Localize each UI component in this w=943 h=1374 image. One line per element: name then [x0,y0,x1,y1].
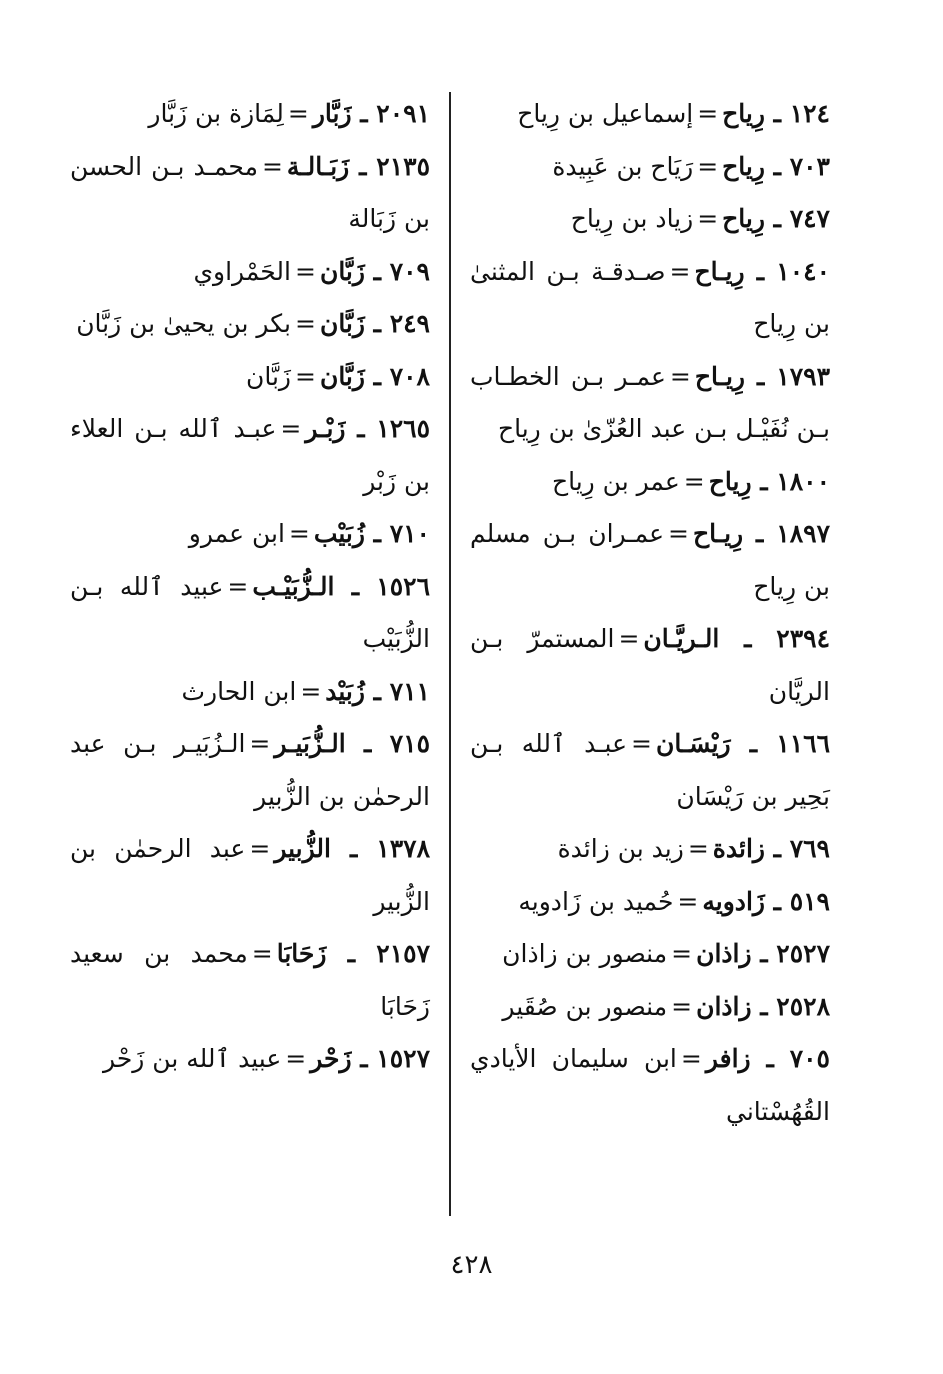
entry-value: زيد بن زائدة [557,834,684,863]
entry-separator: ـ [364,519,390,548]
entry-value: لِمَازة بن زَبَّار [148,99,284,128]
entry-equals: = [697,204,719,233]
entry-name: رِياح [708,466,752,496]
entry-separator: ـ [326,939,377,968]
entry-number: ١٧٩٣ [776,361,830,391]
entry-equals: = [251,939,273,968]
entry-number: ١٥٢٦ [376,571,430,601]
entry-separator: ـ [744,256,777,286]
entry-number: ١٥٢٧ [376,1044,430,1073]
entry-separator: ـ [764,99,790,128]
entry-number: ٥١٩ [789,886,830,916]
entry-separator: ـ [330,834,377,863]
entry-name: رَيْسَـان [655,729,731,758]
entry-equals: = [631,729,652,758]
entry-equals: = [669,256,691,286]
entry-separator: ـ [719,624,777,653]
index-entry [70,246,430,299]
entry-number: ١٣٧٨ [376,834,431,863]
entry-equals: = [295,256,316,286]
entry-equals: = [680,1044,702,1073]
index-entry [70,928,430,1033]
entry-value: عبـد ٱلله بـن العلاء بن زَبْر [70,414,430,496]
entry-name: رِياح [722,99,765,128]
entry-name: زَبَّان [319,361,365,391]
entry-number: ٧١٠ [389,519,430,548]
entry-name: زَبْـر [305,414,346,443]
entry-separator: ـ [730,729,777,758]
entry-name: زُبَيْب [313,519,365,548]
entry-number: ٢٠٩١ [376,99,430,128]
index-entry [470,981,830,1034]
index-entry [70,718,430,823]
index-entry [470,88,830,141]
entry-name: زاذان [696,939,752,968]
index-entry [470,193,830,246]
entry-separator: ـ [345,729,390,758]
index-entry [70,823,430,928]
entry-name: زَبَّار [312,99,352,128]
entry-number: ١٠٤٠ [776,256,830,286]
entry-number: ٧٠٨ [389,361,430,391]
entry-value: محمـد بـن الحسن بن زَبَالة [70,151,430,233]
entry-value: عبيد ٱلله بـن الزُّبَيْب [70,571,430,653]
index-entry [470,876,830,929]
entry-name: زَادويه [702,886,765,916]
index-entry [70,666,430,719]
entry-separator: ـ [364,676,390,706]
entry-number: ١٢٤ [789,99,830,128]
entry-equals: = [227,571,249,601]
index-entry [470,718,830,823]
entry-number: ٧١١ [389,676,430,706]
entry-name: الـريَّـان [643,624,720,653]
index-entry [70,298,430,351]
index-entry [470,928,830,981]
index-entry [470,351,830,456]
index-entry [70,561,430,666]
index-entry [470,613,830,718]
entry-name: زَحَابَا [276,939,327,968]
index-entry [70,88,430,141]
entry-name: رِياح [722,151,765,181]
entry-equals: = [261,151,283,181]
entry-name: رِيـاح [693,519,744,548]
entry-value: ابن سليمان الأيادي القُهُسْتاني [470,1044,830,1126]
entry-equals: = [677,886,699,916]
entry-separator: ـ [743,519,777,548]
entry-separator: ـ [351,1044,377,1073]
entry-separator: ـ [764,886,790,916]
entry-separator: ـ [751,991,777,1021]
entry-value: عمـر بـن الخطـاب بـن نُفَيْـل بـن عبد العُزّىٰ بن رِياح [470,361,830,443]
entry-equals: = [618,624,640,653]
entry-equals: = [683,466,705,496]
entry-number: ٢١٥٧ [376,939,430,968]
index-entry [470,456,830,509]
index-entry [70,403,430,508]
entry-value: عبد الرحمٰن بن الزُّبير [70,834,430,916]
entry-equals: = [697,151,719,181]
entry-name: الـزُّبَيْـب [252,571,335,601]
entry-name: زُبَيْد [325,676,365,706]
entry-equals: = [288,519,310,548]
entry-name: زائدة [712,834,765,863]
entry-equals: = [280,414,302,443]
entry-name: رِيـاح [694,256,745,286]
entry-value: عبـد ٱلله بـن بَحِير بن رَيْسَان [470,729,830,811]
entry-equals: = [249,834,271,863]
entry-value: المستمرّ بـن الريَّان [470,624,830,706]
entry-value: منصور بن صُقَير [502,991,668,1021]
entry-value: محمد بن سعيد زَحَابَا [70,939,430,1021]
entry-number: ١١٦٦ [776,729,831,758]
entry-name: زافر [705,1044,751,1073]
entry-value: إسماعيل بن رِياح [517,99,694,128]
entry-equals: = [295,361,316,391]
index-entry [470,823,830,876]
entry-value: زياد بن رِياح [570,204,694,233]
entry-separator: ـ [345,414,377,443]
entry-value: عمر بن رِياح [551,466,680,496]
entry-value: زَبَّان [245,361,291,391]
entry-separator: ـ [764,204,790,233]
entry-value: ابن الحارث [181,676,297,706]
page-number: ٤٢٨ [450,1250,493,1280]
index-entry [70,351,430,404]
entry-equals: = [285,1044,307,1073]
entry-equals: = [300,676,322,706]
entry-equals: = [671,939,693,968]
entry-number: ٢٤٩ [389,309,430,338]
entry-separator: ـ [750,1044,790,1073]
entry-separator: ـ [349,151,377,181]
entry-name: زَبَّان [319,256,365,286]
entry-equals: = [687,834,709,863]
entry-equals: = [249,729,271,758]
entry-value: الـزُبَيـر بـن عبد الرحمٰن بن الزُّبير [70,729,430,811]
entry-number: ٧١٥ [389,729,431,758]
entry-equals: = [669,361,691,391]
entry-number: ٧٦٩ [789,834,830,863]
entry-separator: ـ [751,466,777,496]
index-entry [70,1033,430,1086]
entry-name: رِيـاح [694,361,745,391]
entry-equals: = [697,99,719,128]
entry-equals: = [668,519,689,548]
entry-value: صـدقـة بـن المثنىٰ بن رِياح [470,256,830,338]
entry-name: زاذان [696,991,752,1021]
right-column [470,88,830,1138]
entry-number: ١٢٦٥ [376,414,431,443]
index-entry [470,246,830,351]
index-entry [470,508,830,613]
entry-name: زَحْر [310,1044,352,1073]
entry-name: رِياح [722,204,765,233]
entry-name: الـزُّبَيـر [274,729,346,758]
entry-value: منصور بن زاذان [502,939,668,968]
entry-equals: = [295,309,316,338]
entry-number: ٧٠٥ [789,1044,830,1073]
index-entry [470,141,830,194]
index-entry [70,141,430,246]
entry-separator: ـ [364,309,390,338]
entry-equals: = [287,99,309,128]
entry-separator: ـ [764,834,790,863]
entry-number: ٧٤٧ [789,204,830,233]
entry-separator: ـ [364,256,390,286]
entry-value: بكر بن يحيىٰ بن زَبَّان [76,309,291,338]
entry-name: الزُّبير [274,834,331,863]
entry-value: عمـران بـن مسلم بن رِياح [470,519,830,601]
entry-value: عبيد ٱلله بن زَحْر [103,1044,282,1073]
index-entry [70,508,430,561]
entry-separator: ـ [364,361,390,391]
entry-number: ١٨٩٧ [776,519,831,548]
index-entry [470,1033,830,1138]
entry-name: زَبَّان [319,309,365,338]
entry-number: ٢٣٩٤ [776,624,831,653]
entry-number: ٢١٣٥ [376,151,430,181]
entry-separator: ـ [745,361,777,391]
entry-separator: ـ [751,939,777,968]
entry-value: رَيَاح بن عَبِيدة [552,151,694,181]
entry-number: ٢٥٢٧ [776,939,830,968]
entry-name: زَبَـالـة [286,151,350,181]
left-column [70,88,430,1086]
entry-number: ١٨٠٠ [776,466,830,496]
entry-value: الحَمْراوي [193,256,291,286]
column-divider [449,92,451,1216]
entry-number: ٢٥٢٨ [776,991,830,1021]
entry-value: ابن عمرو [188,519,285,548]
entry-separator: ـ [351,99,377,128]
entry-number: ٧٠٣ [789,151,830,181]
entry-number: ٧٠٩ [389,256,430,286]
entry-equals: = [671,991,693,1021]
entry-separator: ـ [334,571,377,601]
entry-value: حُميد بن زَادويه [518,886,674,916]
entry-separator: ـ [764,151,790,181]
